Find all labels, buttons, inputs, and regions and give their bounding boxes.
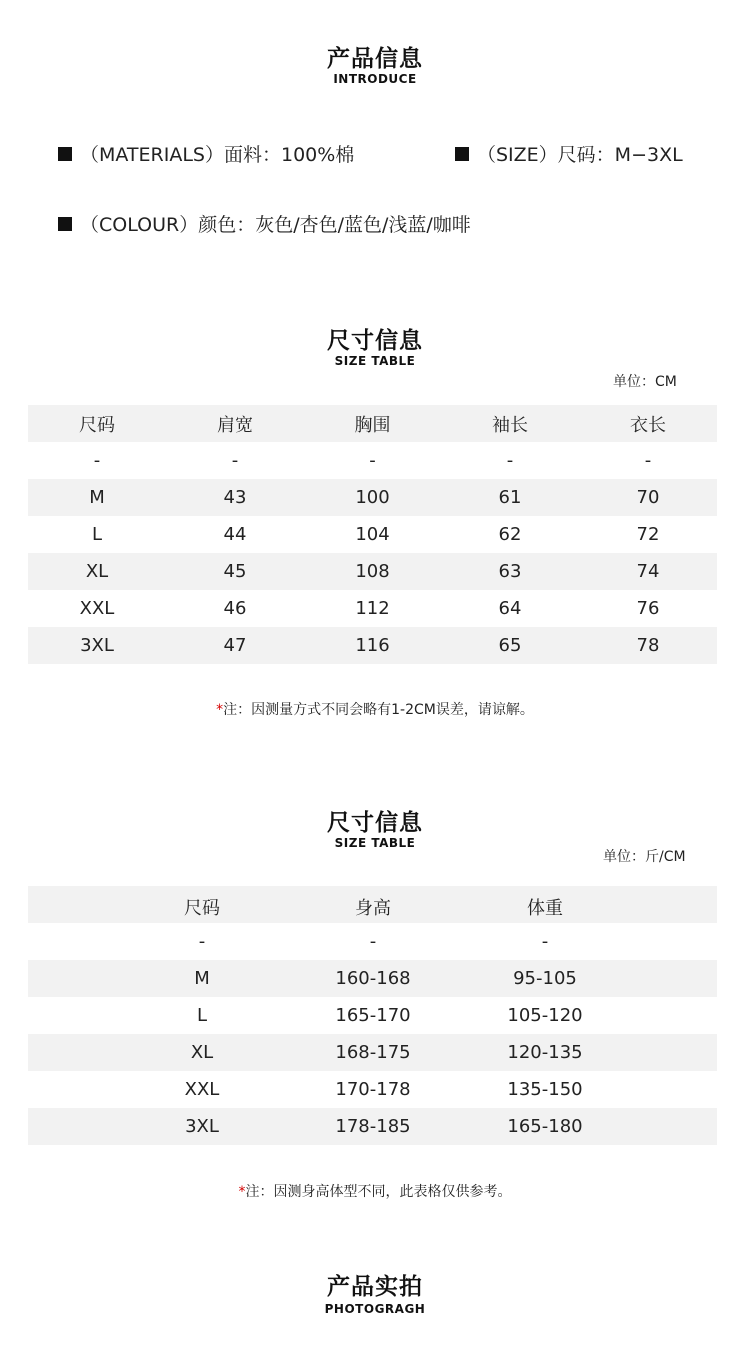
table-cell: 43 [166,479,304,516]
table-row [28,516,717,553]
spec-colour-text: （COLOUR）颜色：灰色/杏色/蓝色/浅蓝/咖啡 [80,214,471,236]
spec-materials [58,140,354,167]
table-cell: - [644,450,652,471]
table-cell: 104 [355,524,390,545]
spec-size [455,140,683,167]
bullet-square-icon [455,147,469,161]
table-cell: - [231,450,239,471]
intro-title: 产品信息 [327,46,423,72]
size-table-1-subtitle: SIZE TABLE [334,354,416,368]
table-row [28,997,717,1034]
table-cell: - [369,450,376,471]
table-header-row [28,405,717,442]
table-cell: 44 [223,524,247,545]
size-table-1-title: 尺寸信息 [327,328,423,354]
header-cell: 体重 [527,898,563,919]
table-cell: 112 [355,598,390,619]
header-cell: 尺码 [28,405,166,442]
table-row [28,627,717,664]
size-table-2-note [0,1181,750,1201]
table-cell: XXL [79,598,115,619]
table-cell: M [194,968,210,989]
size-table-1-unit: 单位：CM [613,374,677,390]
header-cell: 胸围 [304,405,441,442]
table-cell: 64 [498,598,522,619]
table-cell: 120-135 [507,1042,583,1063]
intro-subtitle: INTRODUCE [333,72,417,86]
table-header-row [28,886,717,923]
note-text: 注：因测量方式不同会略有1-2CM误差，请谅解。 [223,702,534,718]
table-cell: 170-178 [335,1079,411,1100]
table-row [28,590,717,627]
size-table-2-unit: 单位：斤/CM [603,849,686,865]
header-cell: 衣长 [579,405,717,442]
table-cell: 72 [636,524,660,545]
table-cell: 70 [579,479,717,516]
header-cell: 肩宽 [166,405,304,442]
table-cell: 3XL [28,627,166,664]
photo-subtitle: PHOTOGRAGH [324,1302,426,1316]
table-cell: 47 [166,627,304,664]
spec-colour [58,210,471,237]
spec-size-text: （SIZE）尺码：M−3XL [477,144,683,166]
table-cell: 78 [579,627,717,664]
size-table-1 [28,405,717,664]
table-cell: L [91,524,103,545]
spec-materials-text: （MATERIALS）面料：100%棉 [80,144,355,166]
table-cell: M [28,479,166,516]
note-asterisk: * [238,1184,246,1200]
table-row [28,442,717,479]
table-cell: 116 [304,627,441,664]
table-cell: - [93,450,101,471]
table-cell: L [196,1005,208,1026]
table-cell: 61 [441,479,579,516]
table-cell: 95-105 [513,968,577,989]
table-cell: 45 [166,553,304,590]
table-row [28,1108,717,1145]
table-row [28,1034,717,1071]
table-cell: 165-170 [335,1005,411,1026]
size-table-2-title: 尺寸信息 [327,810,423,836]
table-cell: 76 [636,598,660,619]
table-cell: 63 [441,553,579,590]
table-cell: - [541,931,549,952]
table-row [28,479,717,516]
table-cell: 108 [304,553,441,590]
table-cell: - [198,931,206,952]
table-cell: 160-168 [335,968,411,989]
table-cell: - [369,931,377,952]
photo-title: 产品实拍 [327,1274,423,1300]
header-cell: 身高 [355,898,391,919]
bullet-square-icon [58,147,72,161]
table-row [28,960,717,997]
table-cell: 74 [579,553,717,590]
size-table-2 [28,886,717,1145]
table-cell: 178-185 [335,1116,411,1137]
table-cell: 100 [304,479,441,516]
table-cell: 168-175 [335,1042,411,1063]
table-cell: 46 [223,598,247,619]
header-cell: 尺码 [184,898,220,919]
header-cell: 袖长 [441,405,579,442]
note-text: 注：因测身高体型不同，此表格仅供参考。 [245,1184,512,1200]
size-table-1-note [0,699,750,719]
table-cell: - [506,450,514,471]
table-row [28,1071,717,1108]
table-cell: 105-120 [507,1005,583,1026]
table-row [28,553,717,590]
table-cell: XL [190,1042,214,1063]
bullet-square-icon [58,217,72,231]
table-cell: 165-180 [507,1116,583,1137]
table-cell: 65 [441,627,579,664]
table-cell: 3XL [185,1116,219,1137]
note-asterisk: * [216,702,224,718]
table-cell: XL [28,553,166,590]
table-cell: 62 [498,524,522,545]
table-row [28,923,717,960]
table-cell: XXL [184,1079,220,1100]
table-cell: 135-150 [507,1079,583,1100]
size-table-2-subtitle: SIZE TABLE [334,836,416,850]
